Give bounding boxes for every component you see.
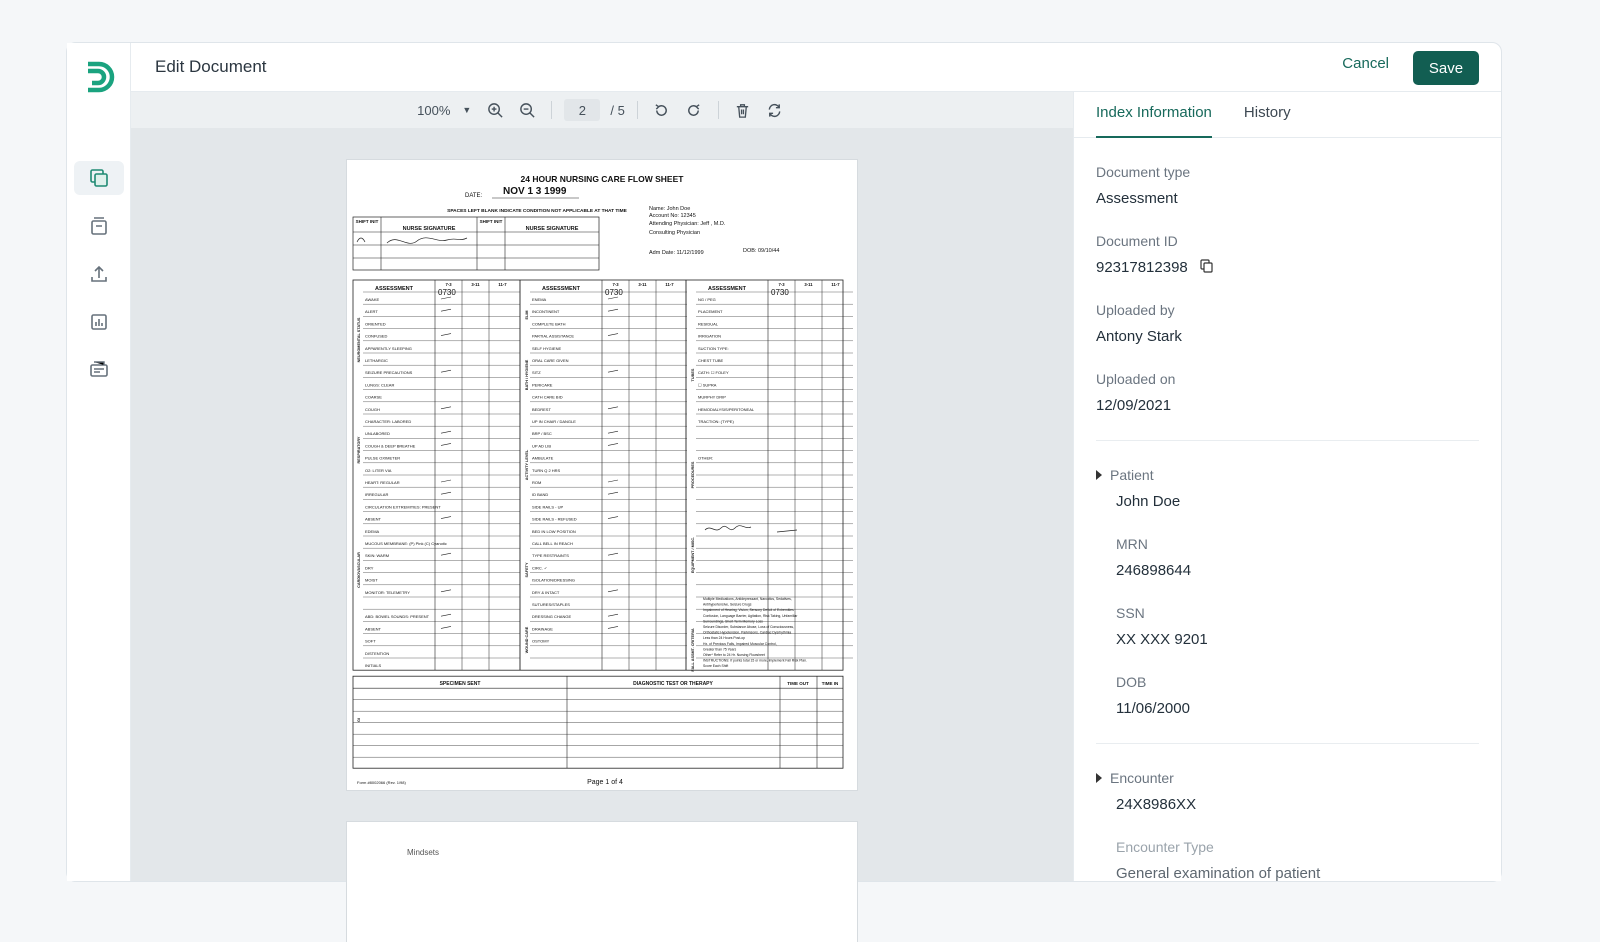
zoom-out-button[interactable] (515, 98, 539, 122)
form-row-label: HEMODIALYSIS/PERITONEAL (698, 406, 755, 412)
app-window (66, 42, 1502, 882)
form-title: 24 HOUR NURSING CARE FLOW SHEET (520, 174, 684, 184)
handwritten-time: 0730 (771, 288, 789, 297)
form-section-label: NEUROMENTAL STATUS (357, 317, 361, 363)
form-row-label: HEART: REGULAR (365, 480, 400, 485)
rotate-left-icon (653, 102, 670, 119)
rail-report-button[interactable] (74, 305, 124, 339)
form-patient-name: Name: John Doe (649, 206, 691, 212)
form-assessment-header: ASSESSMENT (542, 286, 580, 292)
form-row-label: ORIENTED (365, 321, 386, 327)
form-row-label: MUCOUS MEMBRANE: (P) Pink (C) Cyanotic (365, 541, 447, 546)
form-date-value: NOV 1 3 1999 (503, 186, 567, 197)
form-row-label: IRRIGATION (698, 333, 722, 339)
trash-icon (734, 102, 751, 119)
documents-icon (88, 167, 110, 189)
refresh-icon (766, 102, 783, 119)
inbox-icon (88, 215, 110, 237)
handwritten-check (441, 443, 451, 445)
form-row-label: ID BAND (532, 492, 549, 498)
handwritten-check (441, 334, 451, 336)
form-row-label: O2: LITER VIA (365, 467, 392, 473)
mrn-value: 246898644 (1116, 562, 1192, 579)
form-shift-header: 3-11 (638, 282, 647, 287)
form-row-label: DRY & INTACT (532, 589, 560, 595)
handwritten-check (441, 297, 451, 299)
form-row-label: SITZ (532, 370, 541, 376)
form-section-label: TUBES (691, 368, 695, 382)
form-number: Form #8002066 (Rev. 1/98) (357, 780, 406, 785)
form-row-label: ENEMA (532, 297, 547, 302)
handwritten-check (441, 517, 451, 519)
rail-scanner-button[interactable] (74, 353, 124, 387)
document-type-label: Document type (1096, 164, 1191, 180)
handwritten-check (608, 480, 618, 482)
form-shift-header: 3-11 (804, 282, 813, 287)
form-section-label: BATH / HYGIENE (525, 359, 529, 391)
form-row-label: ISOLATION/DRESSING (532, 577, 576, 583)
section-divider (1096, 743, 1479, 744)
form-shift-header: 3-11 (471, 282, 480, 287)
form-row-label: TRACTION: (TYPE) (698, 419, 734, 424)
zoom-in-icon (487, 102, 504, 119)
form-row-label: COARSE (365, 394, 382, 400)
save-button[interactable]: Save (1413, 51, 1479, 85)
form-row-label: SOFT (365, 638, 376, 644)
document-page (347, 160, 857, 790)
form-notice: SPACES LEFT BLANK INDICATE CONDITION NOT APPLICABLE AT THAT TIME (447, 209, 627, 214)
handwritten-check (608, 626, 618, 628)
uploaded-by-value: Antony Stark (1096, 328, 1182, 345)
handwritten-check (608, 517, 618, 519)
form-section-label: SAFETY (525, 562, 529, 578)
handwritten-check (608, 309, 618, 311)
caret-right-icon (1096, 773, 1102, 783)
form-row-label: APPARENTLY SLEEPING (365, 345, 412, 351)
index-fields (1074, 164, 1501, 882)
document-viewer[interactable] (131, 92, 1073, 881)
encounter-value: 24X8986XX (1116, 796, 1197, 813)
form-date-label: DATE: (465, 193, 483, 199)
form-diagnostic-header: DIAGNOSTIC TEST OR THERAPY (633, 681, 713, 688)
handwritten-check (441, 614, 451, 616)
document-type-value: Assessment (1096, 190, 1178, 207)
form-consulting: Consulting Physician (649, 230, 701, 236)
handwritten-check (441, 480, 451, 482)
caret-down-icon: ▼ (462, 105, 472, 115)
uploaded-by-label: Uploaded by (1096, 302, 1175, 318)
report-icon (88, 311, 110, 333)
form-fall-text: Less than 24 Hours Post-op (703, 636, 746, 641)
form-row-label: PULSE OXIMETER (365, 455, 401, 461)
form-shift-header: 11-7 (498, 282, 507, 287)
form-attending: Attending Physician: Jeff , M.D. (649, 221, 726, 227)
form-row-label: CIRCULATION EXTREMITIES: PRESENT (365, 504, 441, 510)
signature-box (353, 217, 599, 270)
form-row-label: OSTOMY (532, 638, 550, 644)
scanner-icon (88, 359, 110, 381)
form-row-label: ROM (532, 480, 542, 485)
encounter-label: Encounter (1110, 770, 1174, 786)
form-shift-header: 11-7 (831, 282, 840, 287)
page-header (131, 43, 1501, 92)
handwritten-check (441, 626, 451, 628)
handwritten-check (441, 590, 451, 592)
form-row-label: MOIST (365, 577, 378, 583)
form-row-label: ABD: BOWEL SOUNDS: PRESENT (365, 614, 430, 620)
form-row-label: PERICARE (532, 382, 553, 388)
form-section-label: FALL ASSMT. CRITERIA (691, 628, 695, 672)
form-row-label: SKIN: WARM (365, 553, 390, 559)
form-shift-header: 7-3 (612, 282, 619, 287)
form-account-no: Account No: 12345 (649, 213, 696, 219)
document-id-label: Document ID (1096, 233, 1178, 249)
handwritten-note (705, 526, 797, 532)
handwritten-time: 0730 (438, 288, 456, 297)
form-row-label: SELF HYGIENE (532, 345, 562, 351)
form-shift-header: 7-3 (778, 282, 785, 287)
form-time-in-header: TIME IN (821, 681, 839, 687)
handwritten-check (441, 407, 451, 409)
form-row-label: BED IN LOW POSITION (532, 528, 576, 534)
handwritten-check (441, 370, 451, 372)
index-panel (1073, 92, 1501, 881)
toolbar-divider (551, 101, 552, 119)
document-scan (347, 160, 857, 790)
handwritten-check (608, 297, 618, 299)
form-shift-init: SHIFT INIT (479, 219, 503, 224)
form-fall-text: Impairment of Hearing, Vision, Sensory Deficit of Extremities (703, 608, 794, 613)
rail-upload-button[interactable] (74, 257, 124, 291)
form-row-label: NG / PEG (698, 297, 716, 302)
test-table (353, 676, 843, 768)
ssn-label: SSN (1116, 605, 1145, 621)
app-logo (81, 59, 117, 95)
form-row-label: DRESSING CHANGE (532, 614, 572, 620)
form-assessment-header: ASSESSMENT (708, 286, 746, 292)
form-section-label: CARDIOVASCULAR (357, 552, 361, 588)
form-row-label: CIRC. ✓ (532, 565, 548, 571)
form-dob: DOB: 09/10/44 (743, 248, 780, 254)
form-row-label: DRAINAGE (532, 626, 553, 632)
form-page-label: Page 1 of 4 (587, 779, 623, 786)
zoom-out-icon (519, 102, 536, 119)
form-fall-text: Seizure Disorder, Substance Abuse, Loss of Consciousness, (703, 625, 795, 629)
form-row-label: CHARACTER: LABORED (365, 419, 412, 424)
form-section-label: ELIM (525, 310, 529, 320)
form-fall-text: Surroundings, Short Term Memory Loss (703, 619, 763, 624)
form-row-label: BRP / BSC (532, 431, 552, 437)
patient-name-value: John Doe (1116, 493, 1181, 510)
form-row-label: AWAKE (365, 297, 380, 302)
form-fall-text: INSTRUCTIONS: If points total 15 or more, implement Fall Risk Plan. (703, 658, 808, 663)
form-adm-date: Adm Date: 11/12/1999 (649, 250, 704, 256)
handwritten-check (608, 492, 618, 494)
form-row-label: SUCTION TYPE: (698, 345, 729, 351)
form-shift-header: 11-7 (665, 282, 674, 287)
form-time-out-header: TIME OUT (787, 681, 809, 687)
dob-label: DOB (1116, 674, 1147, 690)
form-row-label: UP IN CHAIR / DANGLE (532, 419, 576, 424)
form-row-label: SEIZURE PRECAUTIONS (365, 370, 413, 376)
form-row-label: EDEMA (365, 528, 380, 534)
form-row-label: LETHARGIC (365, 358, 388, 363)
page-title: Edit Document (155, 57, 267, 76)
form-row-label: OTHER: (698, 455, 714, 461)
handwritten-signature (357, 238, 467, 244)
document-id-row (1096, 259, 1501, 276)
handwritten-check (608, 553, 618, 555)
viewer-toolbar (131, 92, 1073, 128)
form-row-label: COUGH & DEEP BREATHE (365, 443, 416, 449)
document-id-value: 92317812398 (1096, 259, 1188, 276)
copy-icon[interactable] (1200, 259, 1214, 273)
form-row-label: DISTENTION (365, 650, 390, 656)
form-section-label: GI (357, 717, 361, 723)
form-fall-text: Orthostatic Hypotension, Parkinsons, Cardiac Dysrhythmia (703, 630, 792, 635)
zoom-value: 100% (417, 102, 451, 118)
form-row-label: SIDE RAILS - UP (532, 504, 564, 510)
handwritten-check (441, 431, 451, 433)
form-section-label: PROCEDURES (691, 461, 695, 489)
handwritten-check (608, 614, 618, 616)
rotate-left-button[interactable] (650, 98, 674, 122)
form-assessment-header: ASSESSMENT (375, 286, 413, 292)
form-section-label: WOUND CARE (525, 626, 529, 654)
form-row-label: DRY (365, 565, 374, 571)
form-row-label: INCONTINENT (532, 309, 560, 315)
form-row-label: SIDE RAILS - REFUSED (532, 516, 577, 522)
handwritten-check (608, 590, 618, 592)
delete-page-button[interactable] (731, 98, 755, 122)
cancel-button[interactable]: Cancel (1342, 55, 1389, 72)
form-fall-text: Antihypertensive, Seizure Drugs (703, 602, 752, 607)
form-specimen-header: SPECIMEN SENT (439, 681, 481, 688)
form-row-label: INITIALS (365, 663, 382, 668)
handwritten-check (441, 553, 451, 555)
document-page-next (347, 822, 857, 942)
form-row-label: MONITOR: TELEMETRY (365, 589, 410, 595)
toolbar-divider (637, 101, 638, 119)
form-row-label: ABSENT (365, 516, 382, 522)
patient-section (1096, 493, 1501, 717)
encounter-type-value: General examination of patient (1116, 865, 1321, 882)
form-row-label: LUNGS: CLEAR (365, 382, 395, 388)
form-row-label: SUTURES/STAPLES (532, 602, 570, 607)
form-row-label: COMPLETE BATH (532, 321, 566, 327)
page-total: / 5 (610, 102, 625, 118)
form-row-label: ORAL CARE GIVEN (532, 358, 569, 363)
handwritten-check (608, 334, 618, 336)
section-divider (1096, 440, 1479, 441)
tab-index-information[interactable]: Index Information (1096, 92, 1212, 138)
tab-history[interactable]: History (1243, 104, 1291, 121)
form-fall-text: Score Each Shift (703, 664, 729, 669)
upload-icon (88, 263, 110, 285)
caret-right-icon (1096, 470, 1102, 480)
mrn-label: MRN (1116, 536, 1148, 552)
form-row-label: CHEST TUBE (698, 358, 724, 363)
form-row-label: UNLABORED (365, 431, 390, 437)
dob-value: 11/06/2000 (1116, 700, 1190, 717)
form-row-label: ABSENT (365, 626, 382, 632)
toolbar-divider (718, 101, 719, 119)
form-row-label: MURPHY DRIP (698, 394, 726, 400)
replace-page-button[interactable] (763, 98, 787, 122)
patient-label: Patient (1110, 467, 1154, 483)
handwritten-check (608, 370, 618, 372)
form-row-label: AMBULATE (532, 455, 554, 461)
handwritten-check (608, 407, 618, 409)
form-row-label: BEDREST (532, 406, 551, 412)
form-fall-text: Greater than 75 Years (703, 647, 737, 652)
form-row-label: CATH: ☐ FOLEY (698, 370, 729, 376)
form-fall-text: Confusion, Language Barrier, Agitation, Risk Taking, Unfamiliar (703, 613, 798, 618)
form-row-label: ALERT (365, 309, 378, 315)
form-fall-text: Multiple Medications, Antidepressant, Narcotics, Sedatives, (703, 597, 792, 601)
handwritten-check (441, 492, 451, 494)
form-row-label: PLACEMENT (698, 309, 723, 315)
form-row-label: ☐ SUPRA (698, 382, 717, 388)
handwritten-check (608, 443, 618, 445)
rotate-right-icon (685, 102, 702, 119)
form-nurse-signature: NURSE SIGNATURE (525, 226, 579, 232)
form-row-label: IRREGULAR (365, 492, 389, 498)
encounter-section (1096, 796, 1501, 882)
form-row-label: COUGH (365, 406, 380, 412)
form-row-label: CALL BELL IN REACH (532, 541, 573, 546)
form-nurse-signature: NURSE SIGNATURE (402, 226, 456, 232)
zoom-select[interactable] (417, 103, 475, 118)
encounter-type-label: Encounter Type (1116, 839, 1214, 855)
form-section-label: RESPIRATORY (357, 436, 361, 464)
form-row-label: TYPE RESTRAINTS (532, 553, 569, 559)
form-fall-text: Hx. of Previous Falls, Impaired Muscular Control, (703, 641, 777, 646)
handwritten-time: 0730 (605, 288, 623, 297)
handwritten-check (441, 309, 451, 311)
form-row-label: RESIDUAL (698, 321, 719, 327)
rail-inbox-button[interactable] (74, 209, 124, 243)
handwritten-check (608, 431, 618, 433)
form-row-label: CONFUSED (365, 333, 388, 339)
patient-toggle[interactable] (1096, 467, 1501, 483)
nav-rail (67, 43, 131, 881)
next-page-text: Mindsets (407, 848, 440, 857)
uploaded-on-label: Uploaded on (1096, 371, 1176, 387)
form-section-label: EQUIPMENT / MISC. (691, 536, 695, 574)
zoom-in-button[interactable] (483, 98, 507, 122)
rail-documents-button[interactable] (74, 161, 124, 195)
form-shift-init: SHIFT INIT (355, 219, 379, 224)
form-row-label: CATH CARE BID (532, 394, 563, 400)
ssn-value: XX XXX 9201 (1116, 631, 1208, 648)
form-row-label: TURN Q 2 HRS (532, 467, 561, 473)
form-row-label: PARTIAL ASSISTANCE (532, 333, 575, 339)
form-row-label: UP AD LIB (532, 443, 552, 449)
form-section-label: ACTIVITY LEVEL (525, 449, 529, 481)
encounter-toggle[interactable] (1096, 770, 1501, 786)
uploaded-on-value: 12/09/2021 (1096, 397, 1172, 414)
page-number-input[interactable] (564, 99, 600, 121)
form-fall-text: Other* Refer to 24 Hr. Nursing Flowsheet (703, 653, 765, 657)
form-shift-header: 7-3 (445, 282, 452, 287)
rotate-right-button[interactable] (682, 98, 706, 122)
panel-tabs (1074, 92, 1501, 138)
